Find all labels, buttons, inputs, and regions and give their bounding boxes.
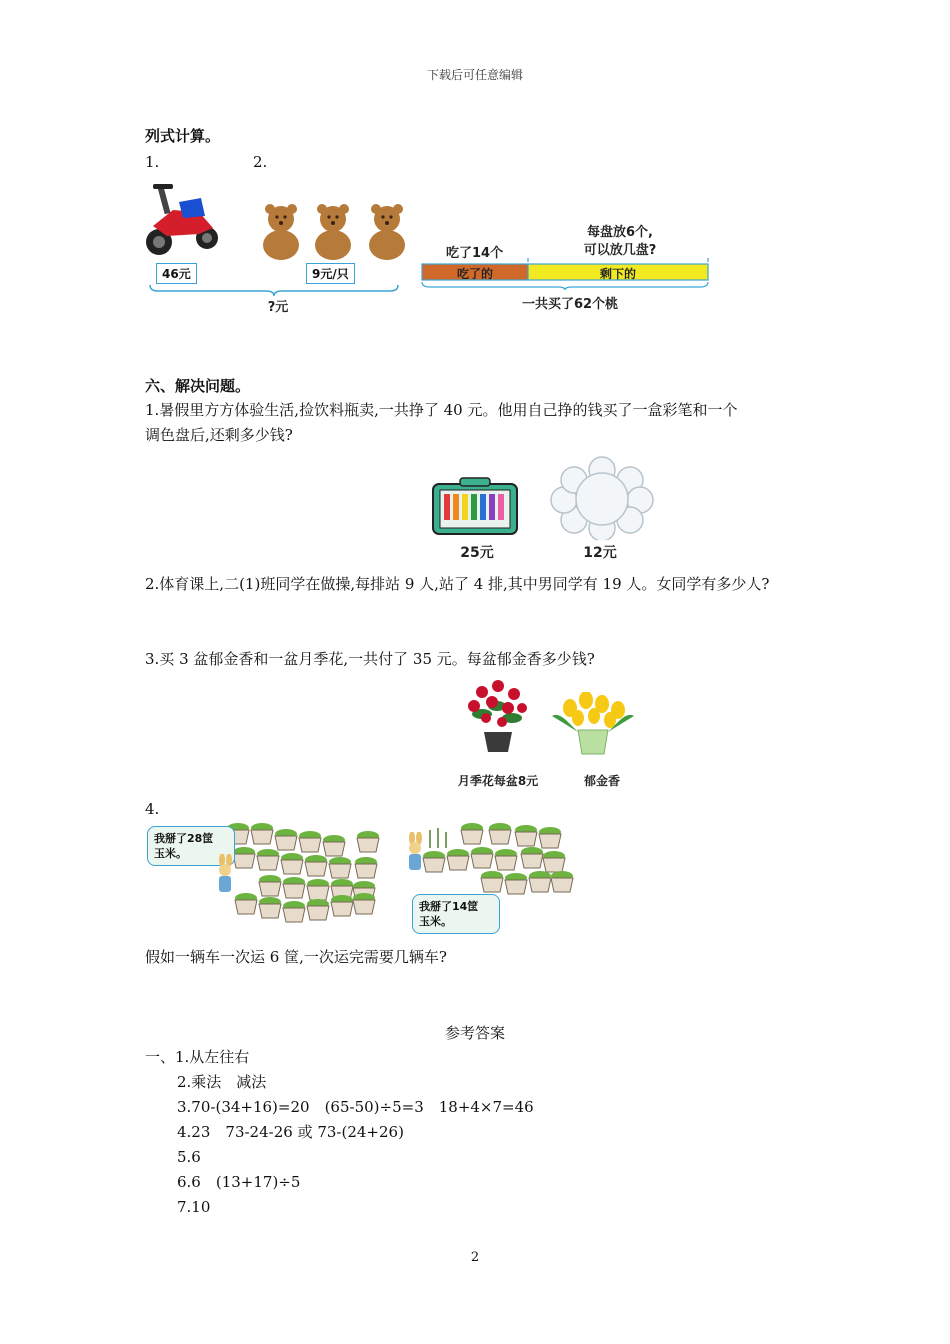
- bubble1-line2: 玉米。: [154, 847, 187, 860]
- bubble1-line1: 我掰了28筐: [154, 832, 214, 845]
- scooter-price-tag: 46元: [156, 263, 197, 284]
- per-plate-line2: 可以放几盘?: [583, 243, 657, 258]
- corn-baskets-left-image: [222, 822, 387, 928]
- problem4-number: 4.: [145, 800, 160, 818]
- problem4-question: 假如一辆车一次运 6 筐,一次运完需要几辆车?: [145, 948, 447, 966]
- scooter-image: [143, 182, 223, 260]
- bar-left-label: 剩下的: [599, 267, 636, 281]
- answer-1: 一、1.从左往右: [145, 1048, 250, 1066]
- page-number: 2: [470, 1250, 480, 1265]
- page-header: 下载后可任意编辑: [426, 68, 523, 82]
- item1-number: 1.: [145, 153, 160, 171]
- answer-3: 3.70-(34+16)=20 (65-50)÷5=3 18+4×7=46: [177, 1098, 534, 1116]
- paint-palette-image: [550, 456, 654, 540]
- answer-2: 2.乘法 减法: [177, 1073, 267, 1091]
- item2-number: 2.: [253, 153, 268, 171]
- section-problems-title: 六、解决问题。: [145, 377, 251, 395]
- answer-4: 4.23 73-24-26 或 73-(24+26): [177, 1123, 404, 1141]
- total-brace: [148, 283, 400, 297]
- bear-price-tag: 9元/只: [306, 263, 355, 284]
- total-question-label: ?元: [267, 300, 289, 315]
- answers-title: 参考答案: [444, 1024, 505, 1042]
- bar-ate-label: 吃了的: [456, 267, 493, 281]
- problem1-line2: 调色盘后,还剩多少钱?: [145, 426, 293, 444]
- per-plate-line1: 每盘放6个,: [587, 225, 653, 240]
- speech-bubble-14: [412, 894, 500, 934]
- rabbit-right-image: [404, 832, 426, 874]
- answer-5: 5.6: [177, 1148, 201, 1166]
- problem2-text: 2.体育课上,二(1)班同学在做操,每排站 9 人,站了 4 排,其中男同学有 19 人。女同学有多少人?: [145, 575, 770, 593]
- section-calc-title: 列式计算。: [145, 127, 221, 145]
- bought-total-label: 一共买了62个桃: [521, 297, 619, 312]
- rabbit-left-image: [214, 854, 236, 896]
- pens-price-label: 25元: [460, 545, 494, 561]
- answer-6: 6.6 (13+17)÷5: [177, 1173, 301, 1191]
- problem3-text: 3.买 3 盆郁金香和一盆月季花,一共付了 35 元。每盆郁金香多少钱?: [145, 650, 595, 668]
- teddy-bears-image: [255, 203, 415, 261]
- tulip-pot-image: [548, 692, 638, 756]
- per-plate-label: [560, 224, 680, 260]
- rose-pot-image: [462, 678, 534, 754]
- problem1-line1: 1.暑假里方方体验生活,捡饮料瓶卖,一共挣了 40 元。他用自己挣的钱买了一盒彩笔和一个: [145, 401, 738, 419]
- palette-price-label: 12元: [583, 545, 617, 561]
- bubble2-line2: 玉米。: [419, 915, 452, 928]
- color-pens-box-image: [430, 476, 522, 538]
- tulip-label: 郁金香: [583, 774, 620, 788]
- corn-baskets-right-image: [418, 822, 576, 902]
- rose-price-label: 月季花每盆8元: [457, 774, 539, 788]
- bubble2-line1: 我掰了14筐: [419, 900, 479, 913]
- ate-count-label: 吃了14个: [446, 246, 504, 261]
- answer-7: 7.10: [177, 1198, 211, 1216]
